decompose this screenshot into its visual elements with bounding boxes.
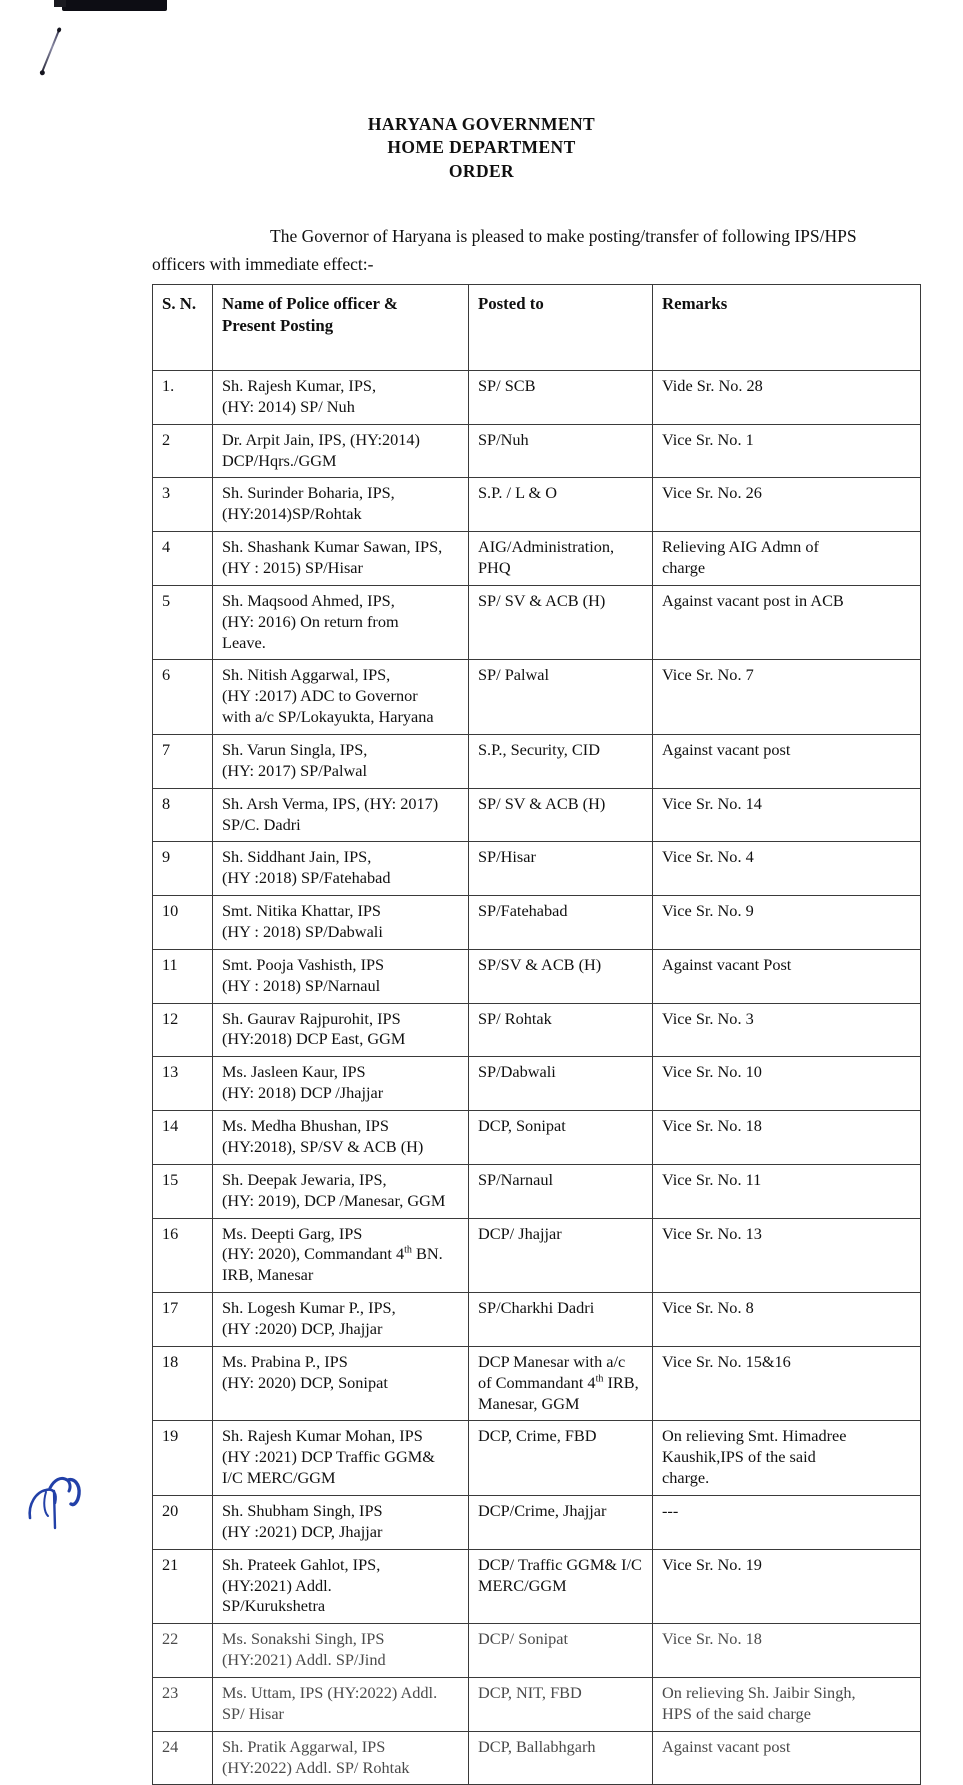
row-posted-to-line: SP/Nuh [478,429,529,449]
table-row [153,1111,921,1165]
table-row [153,1495,921,1549]
row-officer-name [213,1346,469,1421]
row-officer-name-line: DCP/Hqrs./GGM [222,450,337,470]
row-officer-name-line: Sh. Varun Singla, IPS, [222,740,368,760]
row-serial-number: 9 [153,842,213,896]
row-serial-number: 17 [153,1293,213,1347]
row-posted-to-line: PHQ [478,558,511,578]
row-remarks [653,1624,921,1678]
column-header-name-line1: Name of Police officer & [222,294,398,313]
row-posted-to-line: SP/Narnaul [478,1169,554,1189]
row-officer-name-line: (HY :2018) SP/Fatehabad [222,868,391,888]
row-officer-name-line: (HY : 2015) SP/Hisar [222,558,363,578]
table-row [153,788,921,842]
row-posted-to [469,896,653,950]
row-remarks-line: Vide Sr. No. 28 [662,376,763,395]
row-remarks [653,1218,921,1293]
row-remarks-line: Against vacant post [662,740,791,760]
row-serial-number: 22 [153,1624,213,1678]
row-officer-name [213,1057,469,1111]
row-officer-name-line: (HY :2021) DCP Traffic GGM& [222,1447,435,1467]
row-remarks [653,532,921,586]
row-remarks-line: On relieving Smt. Himadree [662,1426,847,1446]
row-posted-to [469,1057,653,1111]
row-officer-name-line: (HY: 2017) SP/Palwal [222,760,368,780]
row-serial-number: 6 [153,660,213,735]
row-serial-number: 10 [153,896,213,950]
row-officer-name-line: Smt. Nitika Khattar, IPS [222,901,381,921]
row-serial-number: 13 [153,1057,213,1111]
row-officer-name-line: Ms. Prabina P., IPS [222,1351,348,1371]
row-officer-name-line: (HY :2021) DCP, Jhajjar [222,1521,383,1541]
row-serial-number: 21 [153,1549,213,1624]
row-officer-name-line: (HY:2018) DCP East, GGM [222,1029,406,1049]
row-remarks-line: Vice Sr. No. 13 [662,1223,762,1243]
row-officer-name-line: Dr. Arpit Jain, IPS, (HY:2014) [222,429,420,449]
row-officer-name [213,478,469,532]
row-posted-to-line: DCP, NIT, FBD [478,1682,582,1702]
row-officer-name-line: (HY: 2014) SP/ Nuh [222,396,355,416]
row-officer-name-line: Sh. Rajesh Kumar Mohan, IPS [222,1426,423,1446]
row-remarks-line: Vice Sr. No. 10 [662,1062,762,1082]
row-remarks-line: On relieving Sh. Jaibir Singh, [662,1682,856,1702]
pen-stroke-mark [41,30,60,72]
column-header-remarks: Remarks [653,285,921,371]
row-officer-name-line: Sh. Deepak Jewaria, IPS, [222,1169,387,1189]
row-posted-to [469,1003,653,1057]
row-officer-name-line: SP/Kurukshetra [222,1596,326,1616]
table-row [153,1293,921,1347]
row-remarks-line: charge. [662,1468,710,1488]
row-remarks [653,1421,921,1496]
table-row [153,842,921,896]
row-officer-name [213,1111,469,1165]
row-officer-name-line: (HY:2014)SP/Rohtak [222,504,362,524]
row-remarks [653,1057,921,1111]
column-header-sn: S. N. [153,285,213,371]
row-posted-to [469,1293,653,1347]
row-posted-to-line: SP/ SCB [478,376,536,395]
row-posted-to-line: SP/SV & ACB (H) [478,954,602,974]
row-serial-number: 12 [153,1003,213,1057]
row-officer-name [213,1677,469,1731]
header-line-government: HARYANA GOVERNMENT [367,114,596,134]
row-posted-to-line: SP/ SV & ACB (H) [478,793,606,813]
row-posted-to-line: DCP/ Traffic GGM& I/C [478,1554,642,1574]
column-header-posted-to: Posted to [469,285,653,371]
row-officer-name [213,1421,469,1496]
row-posted-to-line: SP/Dabwali [478,1062,556,1082]
row-remarks-line: Vice Sr. No. 9 [662,901,754,921]
row-serial-number: 15 [153,1164,213,1218]
row-remarks [653,1677,921,1731]
row-officer-name-line: (HY: 2019), DCP /Manesar, GGM [222,1190,446,1210]
table-row [153,532,921,586]
row-serial-number: 4 [153,532,213,586]
row-remarks-line: Vice Sr. No. 19 [662,1554,762,1574]
table-row [153,660,921,735]
row-remarks-line: Vice Sr. No. 14 [662,793,762,813]
table-row [153,1677,921,1731]
row-officer-name [213,532,469,586]
row-remarks [653,1495,921,1549]
row-posted-to [469,1495,653,1549]
row-remarks [653,478,921,532]
row-officer-name-line: Sh. Shubham Singh, IPS [222,1500,383,1520]
document-header [0,113,963,183]
row-posted-to-line: DCP, Crime, FBD [478,1426,597,1446]
table-row [153,1624,921,1678]
table-row [153,585,921,660]
row-posted-to [469,842,653,896]
row-officer-name-line: Ms. Sonakshi Singh, IPS [222,1629,385,1649]
row-officer-name-line: (HY :2017) ADC to Governor [222,686,418,706]
row-serial-number: 11 [153,949,213,1003]
row-remarks-line: HPS of the said charge [662,1703,811,1723]
row-officer-name [213,1003,469,1057]
row-posted-to-line: SP/Hisar [478,847,536,867]
row-officer-name-line: SP/C. Dadri [222,814,301,834]
row-officer-name-line: (HY: 2016) On return from [222,611,399,631]
row-officer-name-line: Ms. Medha Bhushan, IPS [222,1116,389,1136]
row-remarks-line: Vice Sr. No. 11 [662,1169,762,1189]
row-remarks-line: Against vacant Post [662,954,792,974]
row-officer-name-line: (HY:2018), SP/SV & ACB (H) [222,1136,424,1156]
row-officer-name-line: Sh. Arsh Verma, IPS, (HY: 2017) [222,793,439,813]
row-serial-number: 3 [153,478,213,532]
row-remarks-line: Vice Sr. No. 7 [662,665,754,685]
row-remarks [653,1731,921,1785]
row-remarks [653,1549,921,1624]
row-serial-number: 16 [153,1218,213,1293]
row-posted-to [469,1164,653,1218]
row-remarks-line: Vice Sr. No. 4 [662,847,754,867]
row-serial-number: 8 [153,788,213,842]
table-row [153,896,921,950]
row-officer-name-line: (HY: 2020) DCP, Sonipat [222,1372,388,1392]
row-officer-name [213,1293,469,1347]
row-officer-name-line: Sh. Rajesh Kumar, IPS, [222,376,377,395]
row-posted-to [469,532,653,586]
row-officer-name-line: (HY: 2018) DCP /Jhajjar [222,1083,384,1103]
row-posted-to [469,1731,653,1785]
row-officer-name-line: with a/c SP/Lokayukta, Haryana [222,707,434,727]
row-serial-number: 2 [153,424,213,478]
row-remarks [653,1346,921,1421]
row-posted-to [469,1624,653,1678]
row-officer-name [213,585,469,660]
row-officer-name [213,1164,469,1218]
table-row [153,1218,921,1293]
row-officer-name [213,735,469,789]
row-officer-name [213,1549,469,1624]
header-line-department: HOME DEPARTMENT [387,137,576,158]
row-officer-name-line: Sh. Maqsood Ahmed, IPS, [222,590,395,610]
row-posted-to [469,1677,653,1731]
row-officer-name-line: Sh. Nitish Aggarwal, IPS, [222,665,391,685]
row-posted-to [469,371,653,425]
row-posted-to [469,1421,653,1496]
row-officer-name [213,371,469,425]
row-posted-to [469,1218,653,1293]
row-posted-to-line: SP/ Palwal [478,665,550,685]
row-posted-to [469,424,653,478]
row-serial-number: 20 [153,1495,213,1549]
row-serial-number: 1. [153,371,213,425]
row-officer-name-line: Sh. Prateek Gahlot, IPS, [222,1554,381,1574]
row-posted-to-line: S.P., Security, CID [478,740,600,760]
row-remarks-line: Vice Sr. No. 1 [662,429,754,449]
table-row [153,424,921,478]
row-officer-name [213,949,469,1003]
row-remarks [653,896,921,950]
row-posted-to [469,1549,653,1624]
row-remarks [653,660,921,735]
row-remarks-line: Against vacant post [662,1736,791,1756]
row-remarks-line: Relieving AIG Admn of [662,537,819,557]
row-remarks-line: Against vacant post in ACB [662,590,844,610]
row-remarks [653,1293,921,1347]
row-posted-to [469,585,653,660]
row-officer-name-line: Sh. Surinder Boharia, IPS, [222,483,395,503]
table-row [153,1731,921,1785]
column-header-name [213,285,469,371]
row-posted-to-line: MERC/GGM [478,1575,567,1595]
row-officer-name-line: Sh. Logesh Kumar P., IPS, [222,1298,396,1318]
table-row [153,949,921,1003]
row-officer-name [213,660,469,735]
row-officer-name [213,424,469,478]
row-officer-name [213,1495,469,1549]
intro-paragraph: The Governor of Haryana is pleased to make posting/transfer of following IPS/HPS officers with immediate effect:- [152,226,857,275]
table-row [153,1421,921,1496]
row-posted-to [469,788,653,842]
row-serial-number: 7 [153,735,213,789]
row-officer-name-line: (HY : 2018) SP/Dabwali [222,922,383,942]
row-officer-name-line: Leave. [222,632,266,652]
row-officer-name [213,842,469,896]
row-posted-to-line: DCP, Sonipat [478,1116,566,1136]
row-remarks [653,1164,921,1218]
row-posted-to-line: SP/Fatehabad [478,901,568,921]
row-officer-name-line: (HY:2021) Addl. [222,1575,332,1595]
row-posted-to-line: AIG/Administration, [478,537,615,557]
row-remarks [653,735,921,789]
table-row [153,1003,921,1057]
row-remarks [653,842,921,896]
row-remarks [653,788,921,842]
row-posted-to [469,478,653,532]
row-remarks-line: Vice Sr. No. 18 [662,1116,762,1136]
row-remarks [653,1003,921,1057]
row-remarks-line: Vice Sr. No. 3 [662,1008,754,1028]
row-posted-to-line: of Commandant 4th IRB, [478,1372,639,1392]
row-posted-to [469,660,653,735]
row-remarks-line: Kaushik,IPS of the said [662,1447,816,1467]
row-remarks-line: charge [662,558,706,578]
row-posted-to-line: DCP/ Jhajjar [478,1223,562,1243]
row-officer-name [213,788,469,842]
row-officer-name [213,1731,469,1785]
row-posted-to-line: SP/ Rohtak [478,1008,552,1028]
column-header-name-line2: Present Posting [222,315,334,335]
row-officer-name-line: (HY: 2020), Commandant 4th BN. [222,1244,443,1264]
row-officer-name [213,1624,469,1678]
row-officer-name-line: (HY : 2018) SP/Narnaul [222,975,381,995]
row-officer-name-line: Smt. Pooja Vashisth, IPS [222,954,385,974]
row-officer-name-line: Ms. Deepti Garg, IPS [222,1223,363,1243]
row-remarks-line: Vice Sr. No. 15&16 [662,1351,791,1371]
row-remarks [653,371,921,425]
row-officer-name-line: IRB, Manesar [222,1265,314,1285]
row-remarks-line: Vice Sr. No. 26 [662,483,762,503]
row-remarks [653,424,921,478]
row-officer-name-line: Sh. Gaurav Rajpurohit, IPS [222,1008,401,1028]
table-row [153,1057,921,1111]
scan-edge-artifact [62,0,167,11]
row-posted-to-line: SP/Charkhi Dadri [478,1298,595,1318]
row-posted-to-line: Manesar, GGM [478,1393,580,1413]
row-officer-name-line: Sh. Pratik Aggarwal, IPS [222,1736,386,1756]
row-serial-number: 19 [153,1421,213,1496]
table-row [153,478,921,532]
row-remarks-line: --- [662,1500,679,1520]
row-officer-name-line: SP/ Hisar [222,1703,284,1723]
row-posted-to [469,1111,653,1165]
row-remarks [653,1111,921,1165]
row-officer-name-line: (HY :2020) DCP, Jhajjar [222,1318,383,1338]
row-officer-name-line: Sh. Siddhant Jain, IPS, [222,847,372,867]
table-header-row [153,285,921,371]
row-serial-number: 18 [153,1346,213,1421]
row-serial-number: 14 [153,1111,213,1165]
row-serial-number: 5 [153,585,213,660]
table-row [153,1164,921,1218]
header-line-order: ORDER [448,160,515,181]
row-remarks [653,949,921,1003]
row-posted-to-line: DCP/ Sonipat [478,1629,569,1649]
posting-transfer-table [152,284,921,1785]
row-serial-number: 23 [153,1677,213,1731]
row-officer-name-line: (HY:2021) Addl. SP/Jind [222,1650,386,1670]
row-officer-name-line: Ms. Uttam, IPS (HY:2022) Addl. [222,1682,438,1702]
row-officer-name [213,1218,469,1293]
row-posted-to-line: DCP/Crime, Jhajjar [478,1500,607,1520]
row-posted-to-line: SP/ SV & ACB (H) [478,590,606,610]
row-officer-name-line: Ms. Jasleen Kaur, IPS [222,1062,366,1082]
table-body [153,371,921,1785]
row-officer-name-line: Sh. Shashank Kumar Sawan, IPS, [222,537,443,557]
order-table-container [152,284,920,1785]
row-posted-to-line: DCP Manesar with a/c [478,1351,626,1371]
row-posted-to-line: DCP, Ballabhgarh [478,1736,596,1756]
row-officer-name [213,896,469,950]
handwritten-signature-mark [24,1458,94,1530]
row-posted-to [469,1346,653,1421]
row-posted-to [469,735,653,789]
table-row [153,735,921,789]
row-remarks-line: Vice Sr. No. 18 [662,1629,762,1649]
table-row [153,371,921,425]
row-posted-to [469,949,653,1003]
row-posted-to-line: S.P. / L & O [478,483,558,503]
row-remarks [653,585,921,660]
row-remarks-line: Vice Sr. No. 8 [662,1298,754,1318]
row-officer-name-line: I/C MERC/GGM [222,1468,336,1488]
table-row [153,1549,921,1624]
row-officer-name-line: (HY:2022) Addl. SP/ Rohtak [222,1757,410,1777]
table-row [153,1346,921,1421]
row-serial-number: 24 [153,1731,213,1785]
